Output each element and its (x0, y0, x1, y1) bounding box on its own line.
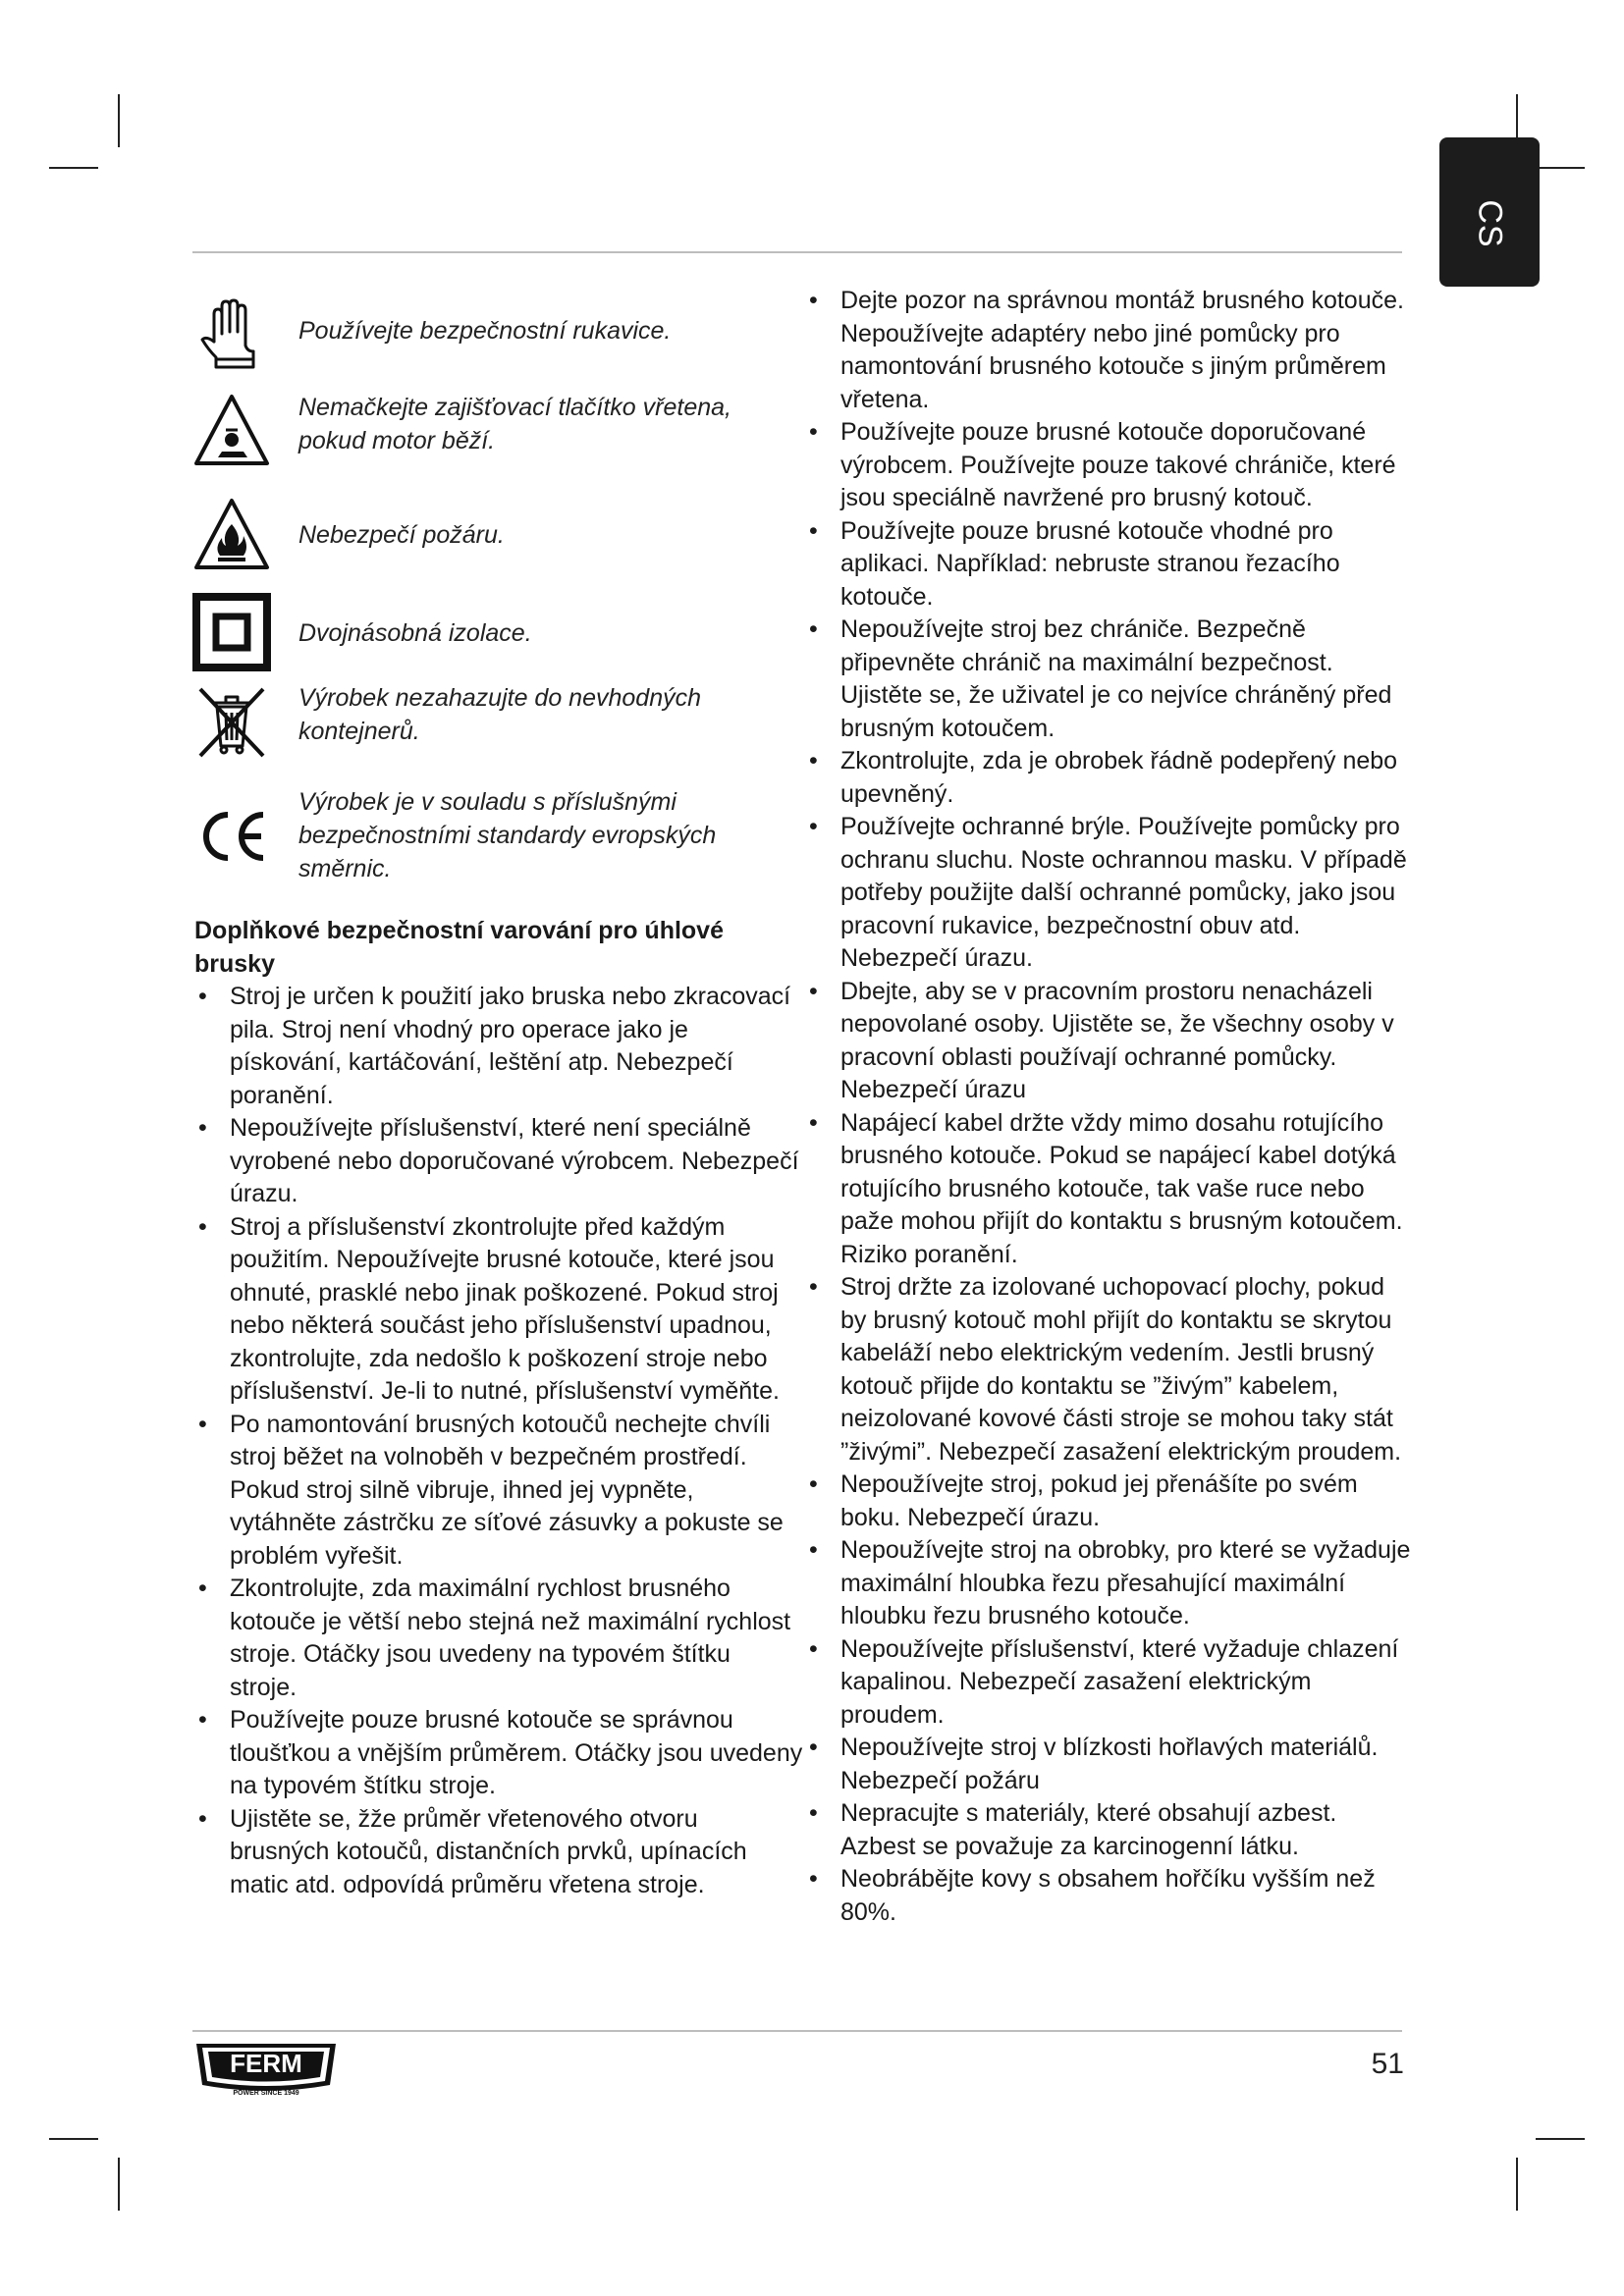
symbol-row-spindle-lock (192, 391, 801, 479)
crop-mark (1516, 2158, 1518, 2211)
logo-brand-text: FERM (230, 2049, 302, 2078)
symbol-caption: Dvojnásobná izolace. (298, 619, 532, 647)
section-heading: Doplňkové bezpečnostní varování pro úhlové brusky (194, 917, 724, 978)
crop-mark (1536, 167, 1585, 169)
list-item: • Nepoužívejte stroj na obrobky, pro které se vyžaduje maximální hloubka řezu přesahující maximální hloubku řezu brusného kotouče. (805, 1534, 1414, 1633)
list-item: • Stroj je určen k použití jako bruska nebo zkracovací pila. Stroj není vhodný pro operace jako je pískování, kartáčování, leštění atp. Nebezpečí poranění. (194, 981, 803, 1112)
crop-mark (49, 2138, 98, 2140)
gloves-icon (192, 294, 271, 373)
list-item: • Nepoužívejte stroj v blízkosti hořlavých materiálů. Nebezpečí požáru (805, 1732, 1414, 1797)
language-tab (1439, 137, 1540, 287)
warning-list-right (805, 285, 1414, 1929)
footer-rule (192, 2030, 1402, 2032)
list-item: • Neobrábějte kovy s obsahem hořčíku vyšším než 80%. (805, 1863, 1414, 1929)
page-number: 51 (1371, 2048, 1404, 2080)
list-item: • Dejte pozor na správnou montáž brusného kotouče. Nepoužívejte adaptéry nebo jiné pomůcky pro namontování brusného kotouče s jiným průměrem vřetena. (805, 285, 1414, 416)
symbol-caption: Nebezpečí požáru. (298, 521, 505, 549)
list-item: • Nepoužívejte stroj, pokud jej přenášíte po svém boku. Nebezpečí úrazu. (805, 1468, 1414, 1534)
ferm-logo (192, 2038, 340, 2099)
crossed-bin-icon (192, 681, 271, 760)
header-rule (192, 251, 1402, 253)
list-item: • Používejte pouze brusné kotouče vhodné pro aplikaci. Například: nebruste stranou řezacího kotouče. (805, 515, 1414, 614)
list-item: • Zkontrolujte, zda je obrobek řádně podepřený nebo upevněný. (805, 745, 1414, 811)
crop-mark (49, 167, 98, 169)
symbol-row-fire (192, 495, 801, 583)
fire-hazard-icon (192, 495, 271, 573)
list-item: • Po namontování brusných kotoučů nechejte chvíli stroj běžet na volnoběh v bezpečném prostředí. Pokud stroj silně vibruje, ihned jej vypněte, vytáhněte zástrčku ze síťové zásuvky a pokuste se problém vyřešit. (194, 1409, 803, 1574)
crop-mark (118, 2158, 120, 2211)
list-item: • Používejte pouze brusné kotouče doporučované výrobcem. Používejte pouze takové chrániče, které jsou speciálně navržené pro brusný kotouč. (805, 416, 1414, 515)
logo-tagline: POWER SINCE 1949 (233, 2090, 299, 2097)
symbol-row-ce (192, 779, 801, 887)
symbol-row-double-insulation (192, 593, 801, 675)
symbol-caption: Výrobek je v souladu s příslušnými bezpečnostními standardy evropských směrnic. (298, 788, 717, 882)
list-item: • Používejte ochranné brýle. Používejte pomůcky pro ochranu sluchu. Noste ochrannou masku. V případě potřeby použijte další ochranné pomůcky, jako jsou pracovní rukavice, bezpečnostní obuv atd. Nebezpečí úrazu. (805, 811, 1414, 976)
spindle-lock-warning-icon (192, 391, 271, 469)
symbol-row-gloves (192, 294, 801, 383)
crop-mark (118, 94, 120, 147)
list-item: • Stroj a příslušenství zkontrolujte před každým použitím. Nepoužívejte brusné kotouče, které jsou ohnuté, prasklé nebo jinak poškozené. Pokud stroj nebo některá součást jeho příslušenství upadnou, zkontrolujte, zda nedošlo k poškození stroje nebo příslušenství. Je-li to nutné, příslušenství vyměňte. (194, 1211, 803, 1409)
list-item: • Nepoužívejte příslušenství, které vyžaduje chlazení kapalinou. Nebezpečí zasažení elektrickým proudem. (805, 1633, 1414, 1733)
list-item: • Nepoužívejte stroj bez chrániče. Bezpečně připevněte chránič na maximální bezpečnost. Ujistěte se, že uživatel je co nejvíce chráněný před brusným kotoučem. (805, 614, 1414, 745)
left-column (194, 915, 803, 1901)
double-insulation-icon (192, 593, 271, 671)
symbol-row-disposal (192, 681, 801, 770)
symbol-caption: Výrobek nezahazujte do nevhodných kontejnerů. (298, 684, 702, 745)
list-item: • Nepoužívejte příslušenství, které není speciálně vyrobené nebo doporučované výrobcem. Nebezpečí úrazu. (194, 1112, 803, 1211)
warning-list-left (194, 981, 803, 1901)
list-item: • Stroj držte za izolované uchopovací plochy, pokud by brusný kotouč mohl přijít do kontaktu se skrytou kabeláží nebo elektrickým vedením. Jestli brusný kotouč přijde do kontaktu se ”živým” kabelem, neizolované kovové části stroje se mohou taky stát ”živými”. Nebezpečí zasažení elektrickým proudem. (805, 1271, 1414, 1468)
right-column (805, 285, 1414, 1929)
list-item: • Dbejte, aby se v pracovním prostoru nenacházeli nepovolané osoby. Ujistěte se, že všechny osoby v pracovní oblasti používají ochranné pomůcky. Nebezpečí úrazu (805, 976, 1414, 1107)
list-item: • Nepracujte s materiály, které obsahují azbest. Azbest se považuje za karcinogenní látku. (805, 1797, 1414, 1863)
list-item: • Zkontrolujte, zda maximální rychlost brusného kotouče je větší nebo stejná než maximální rychlost stroje. Otáčky jsou uvedeny na typovém štítku stroje. (194, 1573, 803, 1704)
symbol-caption: Nemačkejte zajišťovací tlačítko vřetena, pokud motor běží. (298, 394, 731, 454)
list-item: • Používejte pouze brusné kotouče se správnou tloušťkou a vnějším průměrem. Otáčky jsou uvedeny na typovém štítku stroje. (194, 1704, 803, 1803)
ce-mark-icon (192, 797, 271, 876)
crop-mark (1536, 2138, 1585, 2140)
language-tab-label: CS (1471, 199, 1509, 248)
list-item: • Ujistěte se, žže průměr vřetenového otvoru brusných kotoučů, distančních prvků, upínacích matic atd. odpovídá průměru vřetena stroje. (194, 1803, 803, 1902)
list-item: • Napájecí kabel držte vždy mimo dosahu rotujícího brusného kotouče. Pokud se napájecí kabel dotýká rotujícího brusného kotouče, tak vaše ruce nebo paže mohou přijít do kontaktu s brusným kotoučem. Riziko poranění. (805, 1107, 1414, 1272)
symbol-caption: Používejte bezpečnostní rukavice. (298, 317, 672, 345)
